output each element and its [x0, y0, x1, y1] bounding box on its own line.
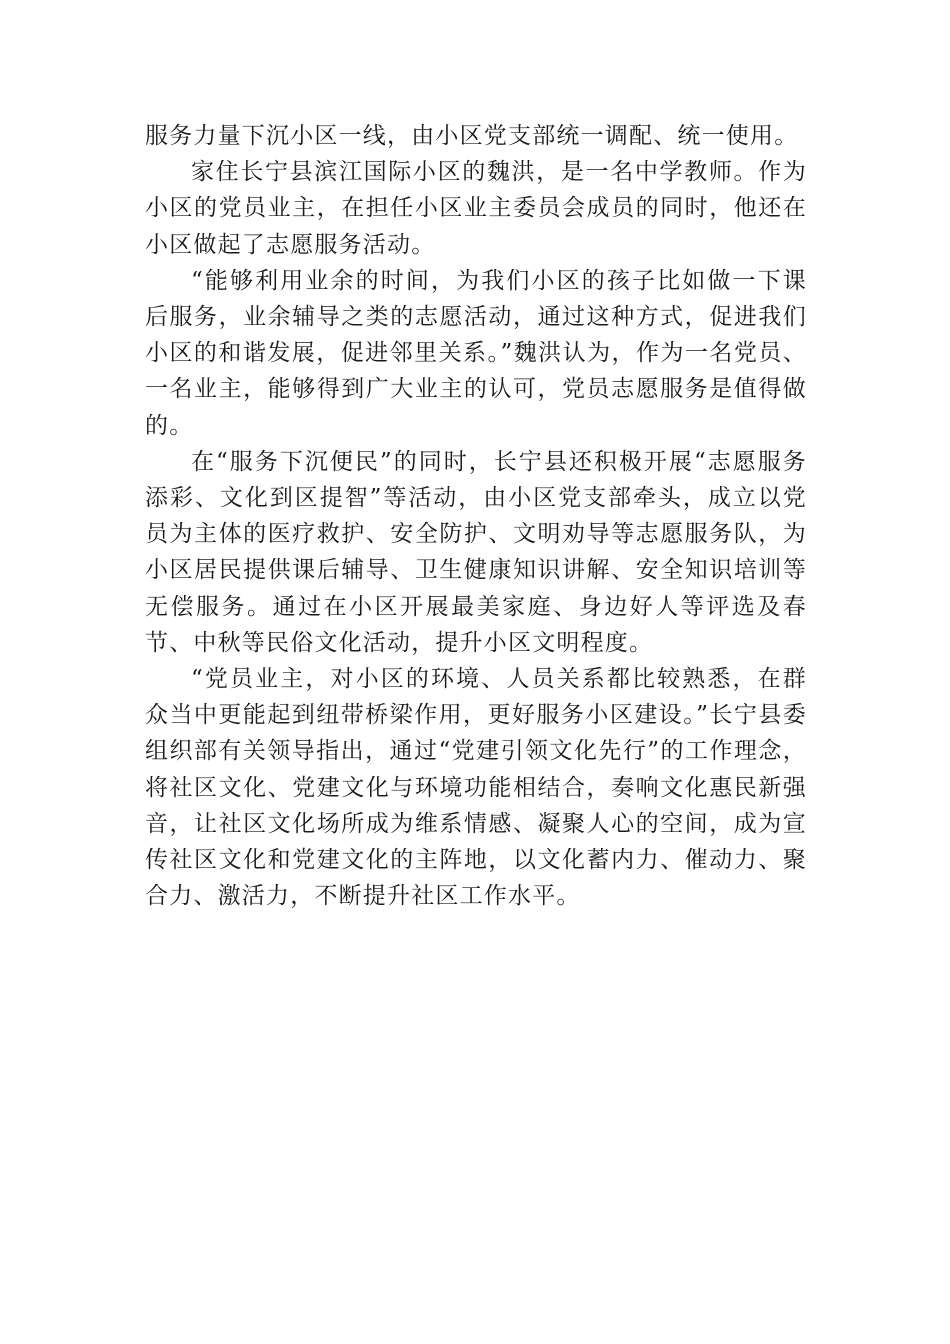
paragraph-continuation: 服务力量下沉小区一线，由小区党支部统一调配、统一使用。 — [145, 123, 799, 149]
paragraph-volunteer-activities: 在“服务下沉便民”的同时，长宁县还积极开展“志愿服务添彩、文化到区提智”等活动，由小区党支部牵头，成立以党员为主体的医疗救护、安全防护、文明劝导等志愿服务队，为小区居民提供课后辅导、卫生健康知识讲解、安全知识培训等无偿服务。通过在小区开展最美家庭、身边好人等评选及春节、中秋等民俗文化活动，提升小区文明程度。 — [145, 448, 807, 656]
paragraph-resident-quote: “能够利用业余的时间，为我们小区的孩子比如做一下课后服务，业余辅导之类的志愿活动，通过这种方式，促进我们小区的和谐发展，促进邻里关系。”魏洪认为，作为一名党员、一名业主，能够得到广大业主的认可，党员志愿服务是值得做的。 — [145, 267, 807, 439]
paragraph-resident-intro: 家住长宁县滨江国际小区的魏洪，是一名中学教师。作为小区的党员业主，在担任小区业主委员会成员的同时，他还在小区做起了志愿服务活动。 — [145, 159, 807, 258]
paragraph-official-quote: “党员业主，对小区的环境、人员关系都比较熟悉，在群众当中更能起到纽带桥梁作用，更好服务小区建设。”长宁县委组织部有关领导指出，通过“党建引领文化先行”的工作理念，将社区文化、党建文化与环境功能相结合，奏响文化惠民新强音，让社区文化场所成为维系情感、凝聚人心的空间，成为宣传社区文化和党建文化的主阵地，以文化蓄内力、催动力、聚合力、激活力，不断提升社区工作水平。 — [145, 666, 807, 910]
article-body — [145, 118, 807, 914]
